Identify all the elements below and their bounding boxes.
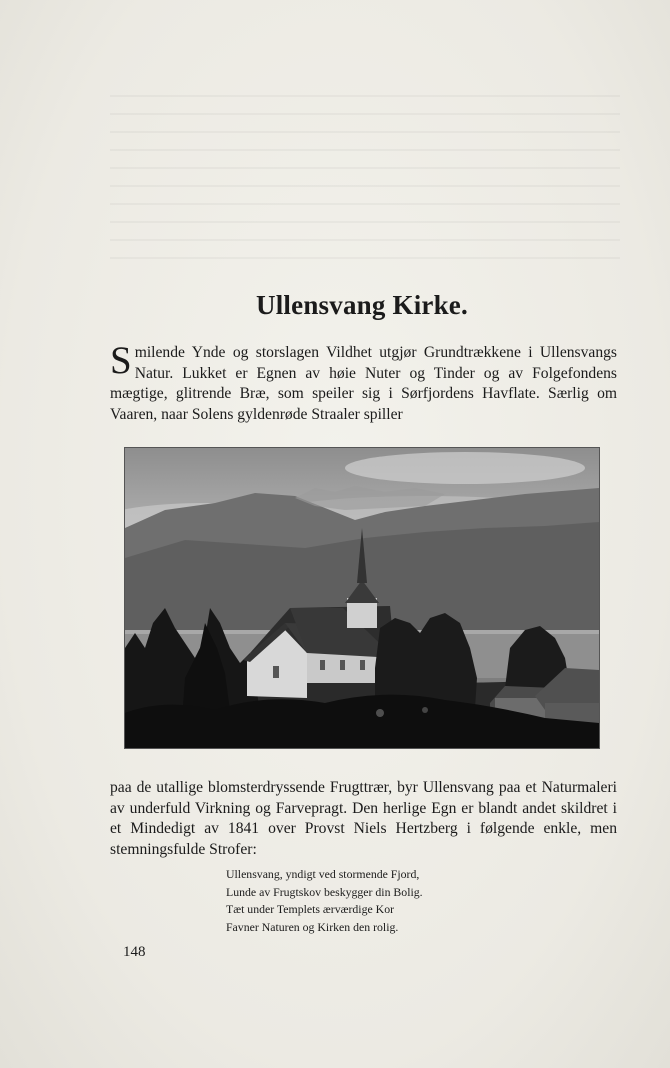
paragraph-continued: paa de utallige blomsterdryssende Frugttrær, byr Ullensvang paa et Naturmaleri av underfuld Virkning og Farvepragt. Den herlige Egn er blandt andet skildret i et Mindedigt av 1841 over Provst Niels Hertzberg i følgende enkle, men stemningsfulde Strofer: <box>110 779 617 858</box>
drop-cap: S <box>110 339 132 382</box>
verse-line: Ullensvang, yndigt ved stormende Fjord, <box>226 867 420 881</box>
verse-line: Lunde av Frugtskov beskygger din Bolig. <box>226 884 423 899</box>
page-number: 148 <box>123 944 146 960</box>
paragraph-intro-text: milende Ynde og storslagen Vildhet utgjør Grundtrækkene i Ullensvangs Natur. Lukket er Egnen av høie Nuter og Tinder og av Folgefondens mægtige, glitrende Bræ, som speiler sig i Sørfjordens Havflate. Særlig om Vaaren, naar Solens gyldenrøde Straaler spiller <box>110 344 617 423</box>
church-photo-illustration <box>125 448 599 748</box>
poem-stanza <box>226 866 526 936</box>
verse-line: Favner Naturen og Kirken den rolig. <box>226 919 399 934</box>
show-through-text <box>110 95 620 275</box>
verse-line: Tæt under Templets ærværdige Kor <box>226 902 395 917</box>
paragraph-intro <box>110 339 617 425</box>
church-photograph <box>124 447 600 749</box>
page-title: Ullensvang Kirke. <box>256 290 468 320</box>
